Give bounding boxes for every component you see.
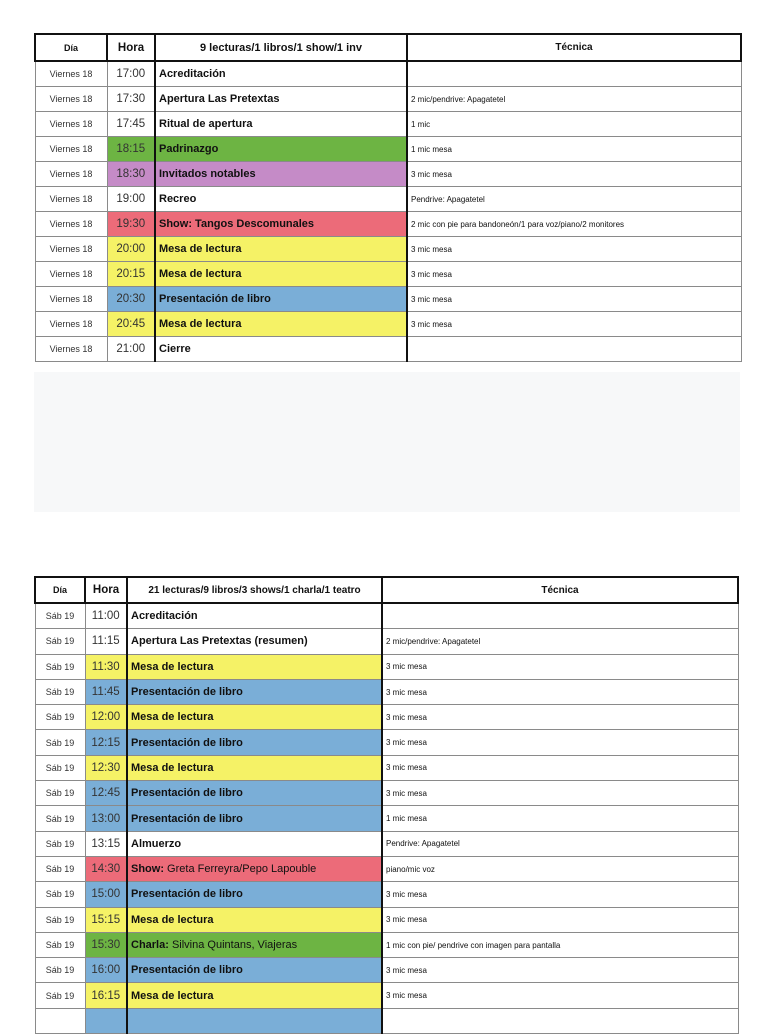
activity-title: Ritual de apertura <box>159 118 253 130</box>
table-row <box>35 806 738 831</box>
cell-hora: 18:15 <box>107 137 155 162</box>
cell-hora: 14:30 <box>85 856 127 881</box>
cell-hora: 12:15 <box>85 730 127 755</box>
cell-dia: Sáb 19 <box>35 882 85 907</box>
cell-actividad <box>127 856 382 881</box>
cell-tecnica: 3 mic mesa <box>407 262 741 287</box>
header-tecnica: Técnica <box>382 577 738 603</box>
cell-dia: Sáb 19 <box>35 781 85 806</box>
table-row <box>35 932 738 957</box>
cell-hora: 11:00 <box>85 603 127 629</box>
activity-title: Presentación de libro <box>131 686 243 699</box>
table-row <box>35 781 738 806</box>
activity-title: Mesa de lectura <box>159 268 242 280</box>
cell-hora: 11:15 <box>85 629 127 654</box>
activity-title: Charla: <box>131 939 169 951</box>
header-hora: Hora <box>107 34 155 61</box>
cell-dia: Sáb 19 <box>35 983 85 1008</box>
activity-title: Acreditación <box>131 610 198 623</box>
cell-actividad <box>155 137 407 162</box>
cell-tecnica <box>407 337 741 362</box>
cell-hora: 13:00 <box>85 806 127 831</box>
cell-dia: Sáb 19 <box>35 958 85 983</box>
activity-title: Acreditación <box>159 68 226 80</box>
cell-actividad <box>155 162 407 187</box>
activity-title: Mesa de lectura <box>131 913 214 926</box>
header-hora: Hora <box>85 577 127 603</box>
schedule-table-saturday <box>34 576 739 1034</box>
cell-hora: 15:15 <box>85 907 127 932</box>
activity-title: Mesa de lectura <box>131 711 214 724</box>
table-row <box>35 287 741 312</box>
table-row <box>35 262 741 287</box>
activity-title: Presentación de libro <box>131 812 243 825</box>
cell-dia: Sáb 19 <box>35 932 85 957</box>
cell-dia: Viernes 18 <box>35 212 107 237</box>
cell-dia: Viernes 18 <box>35 262 107 287</box>
activity-title: Presentación de libro <box>159 293 271 305</box>
header-tecnica: Técnica <box>407 34 741 61</box>
cell-actividad <box>155 337 407 362</box>
table-row <box>35 137 741 162</box>
cell-dia: Viernes 18 <box>35 162 107 187</box>
cell-dia: Viernes 18 <box>35 61 107 87</box>
table-row <box>35 61 741 87</box>
activity-title: Mesa de lectura <box>131 989 214 1002</box>
cell-dia: Sáb 19 <box>35 856 85 881</box>
cell-dia: Viernes 18 <box>35 237 107 262</box>
table-row <box>35 629 738 654</box>
cell-dia: Sáb 19 <box>35 603 85 629</box>
cell-actividad <box>127 958 382 983</box>
cell-hora: 13:15 <box>85 831 127 856</box>
table-row <box>35 705 738 730</box>
cell-tecnica: 3 mic mesa <box>407 162 741 187</box>
activity-title: Invitados notables <box>159 168 256 180</box>
cell-dia: Viernes 18 <box>35 287 107 312</box>
activity-title: Mesa de lectura <box>159 318 242 330</box>
header-actividades: 9 lecturas/1 libros/1 show/1 inv <box>155 34 407 61</box>
cell-tecnica: 3 mic mesa <box>382 907 738 932</box>
cell-dia: Viernes 18 <box>35 87 107 112</box>
table-row <box>35 831 738 856</box>
cell-tecnica: 3 mic mesa <box>382 730 738 755</box>
cell-actividad <box>127 1008 382 1033</box>
cell-dia: Sáb 19 <box>35 907 85 932</box>
activity-title: Show: <box>131 863 164 876</box>
cell-actividad <box>155 87 407 112</box>
cell-hora: 19:00 <box>107 187 155 212</box>
table-row <box>35 983 738 1008</box>
schedule-table-friday <box>34 33 742 362</box>
cell-dia: Sáb 19 <box>35 806 85 831</box>
table-row <box>35 679 738 704</box>
cell-hora: 20:30 <box>107 287 155 312</box>
cell-actividad <box>155 262 407 287</box>
cell-actividad <box>127 907 382 932</box>
cell-actividad <box>155 237 407 262</box>
activity-title: Mesa de lectura <box>159 243 242 255</box>
cell-tecnica: 3 mic mesa <box>407 312 741 337</box>
cell-actividad <box>127 629 382 654</box>
cell-actividad <box>127 654 382 679</box>
cell-tecnica <box>382 603 738 629</box>
cell-tecnica: 1 mic <box>407 112 741 137</box>
cell-tecnica: 3 mic mesa <box>382 958 738 983</box>
cell-tecnica: 2 mic/pendrive: Apagatetel <box>382 629 738 654</box>
table-header-row <box>35 577 738 603</box>
cell-actividad <box>155 61 407 87</box>
cell-dia: Sáb 19 <box>35 705 85 730</box>
activity-note: Greta Ferreyra/Pepo Lapouble <box>164 863 317 876</box>
activity-title: Presentación de libro <box>131 964 243 977</box>
cell-tecnica: 3 mic mesa <box>407 287 741 312</box>
cell-tecnica: 1 mic mesa <box>407 137 741 162</box>
table-row <box>35 312 741 337</box>
table-row <box>35 603 738 629</box>
cell-actividad <box>127 806 382 831</box>
table-row <box>35 187 741 212</box>
cell-hora: 20:00 <box>107 237 155 262</box>
cell-tecnica: 1 mic mesa <box>382 806 738 831</box>
table-row <box>35 958 738 983</box>
cell-hora: 20:45 <box>107 312 155 337</box>
activity-title: Show: Tangos Descomunales <box>159 218 315 230</box>
cell-hora: 11:45 <box>85 679 127 704</box>
activity-title: Presentación de libro <box>131 888 243 901</box>
table-row <box>35 730 738 755</box>
cell-tecnica: 3 mic mesa <box>382 679 738 704</box>
table-row <box>35 856 738 881</box>
cell-hora: 16:00 <box>85 958 127 983</box>
header-dia: Día <box>35 577 85 603</box>
cell-actividad <box>155 112 407 137</box>
cell-actividad <box>127 932 382 957</box>
header-dia: Día <box>35 34 107 61</box>
cell-dia: Sáb 19 <box>35 654 85 679</box>
cell-tecnica: piano/mic voz <box>382 856 738 881</box>
table-row <box>35 755 738 780</box>
cell-hora: 21:00 <box>107 337 155 362</box>
cell-hora: 15:30 <box>85 932 127 957</box>
activity-title: Apertura Las Pretextas <box>159 93 280 105</box>
cell-tecnica <box>382 1008 738 1033</box>
cell-tecnica: Pendrive: Apagatetel <box>382 831 738 856</box>
cell-dia: Viernes 18 <box>35 137 107 162</box>
cell-actividad <box>155 212 407 237</box>
cell-tecnica: 2 mic con pie para bandoneón/1 para voz/piano/2 monitores <box>407 212 741 237</box>
cell-dia: Viernes 18 <box>35 337 107 362</box>
table-row <box>35 212 741 237</box>
cell-hora: 17:30 <box>107 87 155 112</box>
cell-hora: 20:15 <box>107 262 155 287</box>
cell-actividad <box>127 755 382 780</box>
cell-hora: 17:00 <box>107 61 155 87</box>
table-row <box>35 337 741 362</box>
cell-dia: Sáb 19 <box>35 730 85 755</box>
activity-note: Silvina Quintans, Viajeras <box>168 939 298 951</box>
table-row <box>35 162 741 187</box>
cell-actividad <box>127 882 382 907</box>
activity-title: Presentación de libro <box>131 787 243 800</box>
cell-hora <box>85 1008 127 1033</box>
cell-tecnica: 3 mic mesa <box>407 237 741 262</box>
cell-actividad <box>155 312 407 337</box>
activity-title: Presentación de libro <box>131 736 243 749</box>
table-row <box>35 87 741 112</box>
cell-actividad <box>127 730 382 755</box>
activity-title: Padrinazgo <box>159 143 219 155</box>
cell-hora: 12:45 <box>85 781 127 806</box>
cell-actividad <box>127 831 382 856</box>
cell-tecnica: Pendrive: Apagatetel <box>407 187 741 212</box>
activity-title: Cierre <box>159 343 191 355</box>
cell-actividad <box>127 679 382 704</box>
cell-hora: 12:30 <box>85 755 127 780</box>
cell-dia: Sáb 19 <box>35 831 85 856</box>
cell-dia: Sáb 19 <box>35 679 85 704</box>
table-row <box>35 882 738 907</box>
cell-tecnica: 3 mic mesa <box>382 781 738 806</box>
cell-actividad <box>155 187 407 212</box>
table-row <box>35 907 738 932</box>
table-row <box>35 237 741 262</box>
cell-actividad <box>155 287 407 312</box>
cell-actividad <box>127 705 382 730</box>
cell-dia: Sáb 19 <box>35 629 85 654</box>
cell-tecnica: 3 mic mesa <box>382 755 738 780</box>
cell-tecnica: 2 mic/pendrive: Apagatetel <box>407 87 741 112</box>
table-row <box>35 112 741 137</box>
table-row <box>35 1008 738 1033</box>
cell-hora: 11:30 <box>85 654 127 679</box>
cell-tecnica: 3 mic mesa <box>382 882 738 907</box>
cell-hora: 18:30 <box>107 162 155 187</box>
header-actividades: 21 lecturas/9 libros/3 shows/1 charla/1 teatro <box>127 577 382 603</box>
cell-tecnica: 3 mic mesa <box>382 983 738 1008</box>
table-header-row <box>35 34 741 61</box>
activity-title: Apertura Las Pretextas (resumen) <box>131 635 308 648</box>
cell-hora: 19:30 <box>107 212 155 237</box>
cell-hora: 16:15 <box>85 983 127 1008</box>
cell-tecnica: 3 mic mesa <box>382 705 738 730</box>
activity-title: Recreo <box>159 193 197 205</box>
cell-hora: 12:00 <box>85 705 127 730</box>
cell-tecnica: 1 mic con pie/ pendrive con imagen para pantalla <box>382 932 738 957</box>
cell-dia: Sáb 19 <box>35 755 85 780</box>
activity-title: Mesa de lectura <box>131 660 214 673</box>
cell-hora: 15:00 <box>85 882 127 907</box>
cell-dia: Viernes 18 <box>35 187 107 212</box>
cell-dia: Viernes 18 <box>35 112 107 137</box>
cell-actividad <box>127 781 382 806</box>
cell-tecnica <box>407 61 741 87</box>
cell-dia <box>35 1008 85 1033</box>
cell-hora: 17:45 <box>107 112 155 137</box>
cell-actividad <box>127 983 382 1008</box>
blank-band <box>34 372 740 512</box>
cell-actividad <box>127 603 382 629</box>
activity-title: Mesa de lectura <box>131 761 214 774</box>
table-row <box>35 654 738 679</box>
cell-tecnica: 3 mic mesa <box>382 654 738 679</box>
activity-title: Almuerzo <box>131 837 182 850</box>
cell-dia: Viernes 18 <box>35 312 107 337</box>
